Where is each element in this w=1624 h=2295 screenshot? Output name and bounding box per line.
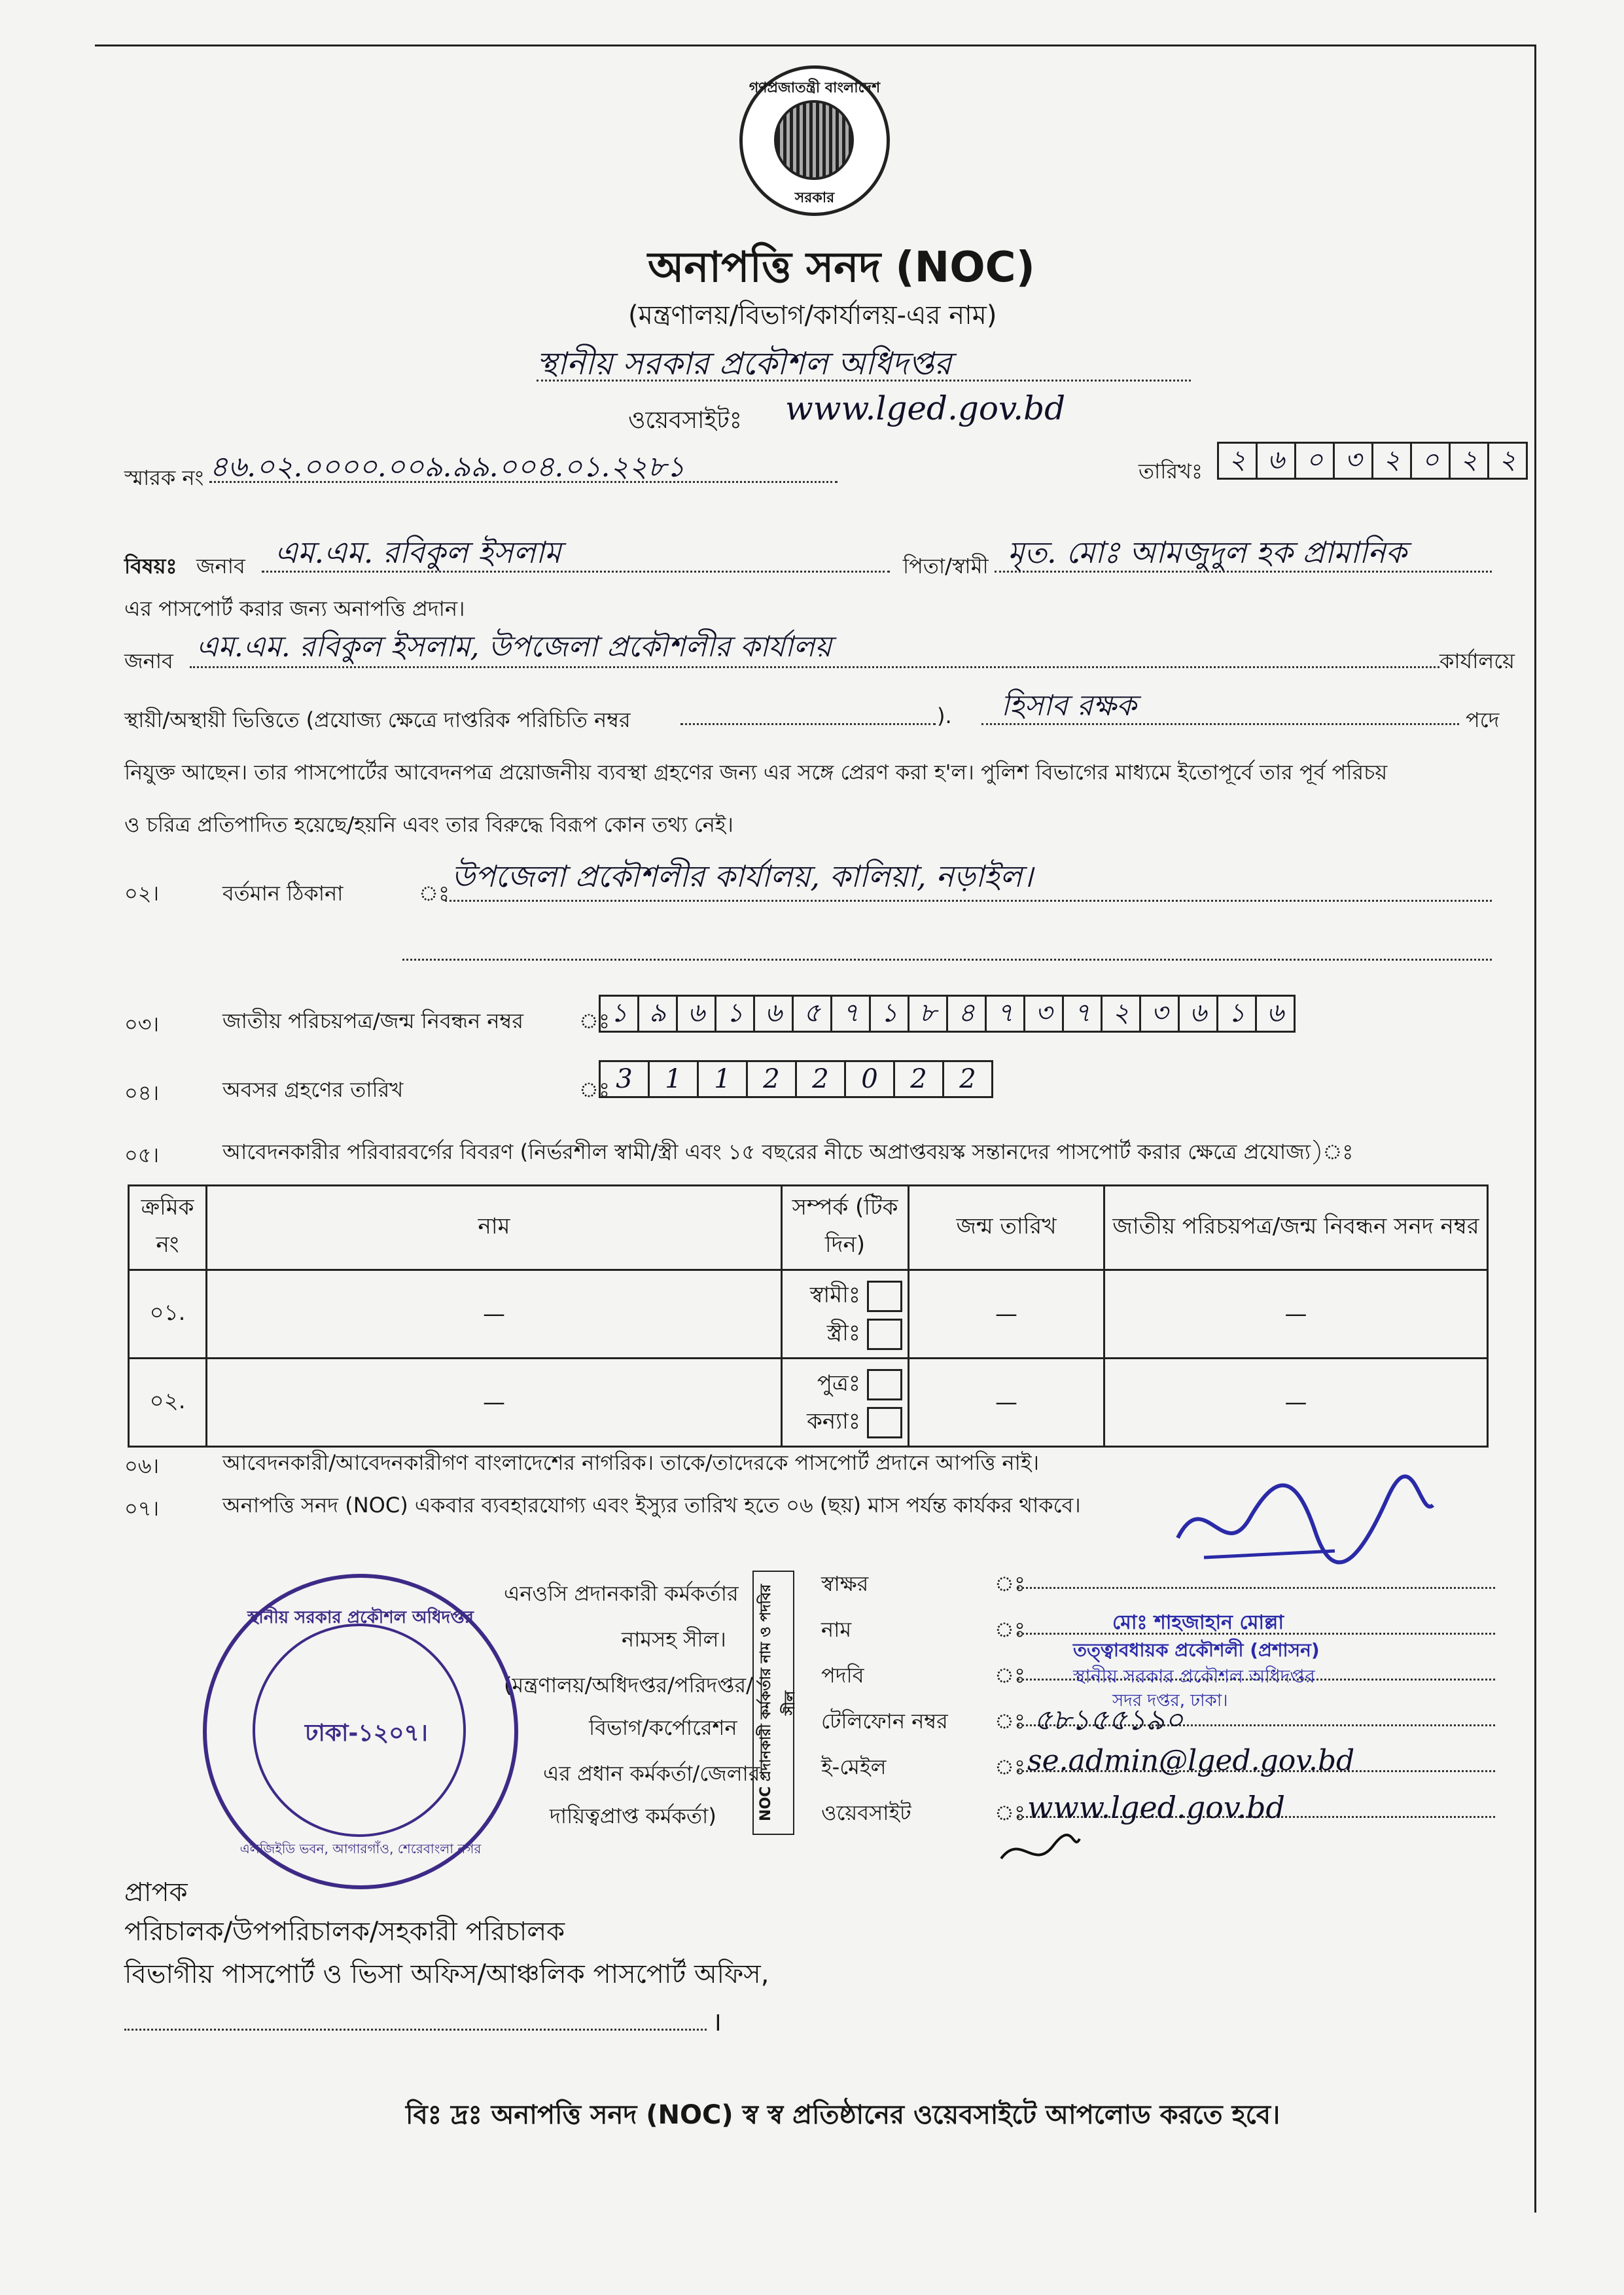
family-label: আবেদনকারীর পরিবারবর্গের বিবরণ (নির্ভরশীল স্বামী/স্ত্রী এবং ১৫ বছরের নীচে অপ্রাপ্তবয়স্ক সন্তানদের পাসপোর্ট করার ক্ষেত্রে প্রযোজ্য)ঃ bbox=[222, 1139, 1354, 1164]
subject-name-line bbox=[262, 571, 890, 573]
item-06-text: আবেদনকারী/আবেদনকারীগণ বাংলাদেশের নাগরিক। তাকে/তাদেরকে পাসপোর্ট প্রদানে আপত্তি নাই। bbox=[222, 1450, 1040, 1475]
item-04-number: ০৪। bbox=[124, 1080, 160, 1105]
nid-digit: ৫ bbox=[792, 995, 832, 1033]
retire-label: অবসর গ্রহণের তারিখ bbox=[222, 1077, 404, 1102]
relation-husband-checkbox[interactable] bbox=[867, 1281, 902, 1312]
initials-icon bbox=[995, 1826, 1086, 1878]
memo-line bbox=[209, 481, 838, 483]
signatory-line4: বিভাগ/কর্পোরেশন bbox=[589, 1715, 737, 1740]
nid-digit: ৭ bbox=[985, 995, 1025, 1033]
date-digit: ২ bbox=[1217, 442, 1258, 480]
colon: ঃ bbox=[995, 1663, 1026, 1688]
row-nid: — bbox=[1104, 1270, 1488, 1359]
table-row bbox=[129, 1359, 1488, 1447]
nid-digit: ৭ bbox=[1062, 995, 1103, 1033]
row-dob: — bbox=[909, 1359, 1104, 1447]
relation-husband-label: স্বামীঃ bbox=[809, 1282, 860, 1308]
website-handwritten: www.lged.gov.bd bbox=[1027, 1790, 1285, 1825]
nid-digit: ১ bbox=[1216, 995, 1257, 1033]
nid-digit: ৬ bbox=[1255, 995, 1296, 1033]
emblem-ring-bottom: সরকার bbox=[794, 190, 835, 206]
office-line bbox=[190, 666, 1439, 668]
body-para2: ও চরিত্র প্রতিপাদিত হয়েছে/হয়নি এবং তার বিরুদ্ধে বিরূপ কোন তথ্য নেই। bbox=[124, 812, 733, 837]
nid-digit: ৬ bbox=[753, 995, 794, 1033]
subject-name: এম.এম. রবিকুল ইসলাম bbox=[275, 535, 561, 570]
field-email-label: ই-মেইল bbox=[821, 1754, 887, 1779]
relation-daughter-label: কন্যাঃ bbox=[807, 1408, 860, 1434]
retire-digit: 1 bbox=[697, 1060, 748, 1098]
address-line1 bbox=[445, 900, 1492, 902]
item-06-number: ০৬। bbox=[124, 1453, 160, 1478]
address-value: উপজেলা প্রকৌশলীর কার্যালয়, কালিয়া, নড়াইল। bbox=[451, 859, 1033, 894]
signatory-line1: এনওসি প্রদানকারী কর্মকর্তার bbox=[504, 1581, 739, 1606]
noc-side-stamp: NOC প্রদানকারী কর্মকর্তার নাম ও পদবির সীল bbox=[752, 1571, 794, 1835]
nid-digit: ৬ bbox=[1178, 995, 1218, 1033]
document-title: অনাপত্তি সনদ (NOC) bbox=[648, 243, 1035, 292]
field-designation-label: পদবি bbox=[821, 1663, 864, 1688]
date-digit: ৩ bbox=[1333, 442, 1373, 480]
relation-son-checkbox[interactable] bbox=[867, 1369, 902, 1400]
nid-digit: ৬ bbox=[676, 995, 716, 1033]
item-02-number: ০২। bbox=[124, 881, 160, 906]
officer-designation: তত্ত্বাবধায়ক প্রকৌশলী (প্রশাসন) bbox=[1073, 1639, 1320, 1661]
recipient-line2: বিভাগীয় পাসপোর্ট ও ভিসা অফিস/আঞ্চলিক পাসপোর্ট অফিস, bbox=[124, 1959, 769, 1989]
memo-label: স্মারক নং bbox=[124, 465, 204, 490]
signatory-line3: (মন্ত্রণালয়/অধিদপ্তর/পরিদপ্তর/ bbox=[504, 1673, 753, 1698]
officer-office: স্থানীয় সরকার প্রকৌশল অধিদপ্তর bbox=[1073, 1665, 1315, 1687]
basis-dots bbox=[680, 723, 936, 725]
colon: ঃ bbox=[995, 1571, 1026, 1596]
signatory-line2: নামসহ সীল। bbox=[622, 1627, 726, 1652]
nid-digit: ১ bbox=[599, 995, 639, 1033]
basis-close: ). bbox=[937, 703, 952, 728]
nid-digit: ৩ bbox=[1023, 995, 1064, 1033]
row-name: — bbox=[207, 1359, 782, 1447]
field-phone-label: টেলিফোন নম্বর bbox=[821, 1709, 948, 1734]
nid-digit: ৭ bbox=[830, 995, 871, 1033]
row-dob: — bbox=[909, 1270, 1104, 1359]
col-serial: ক্রমিক নং bbox=[129, 1186, 207, 1270]
body-mr-label: জনাব bbox=[124, 649, 173, 673]
office-seal-icon bbox=[203, 1574, 518, 1889]
memo-number: ৪৬.০২.০০০০.০০৯.৯৯.০০৪.০১.২২৮১ bbox=[209, 450, 685, 484]
office-name: স্থানীয় সরকার প্রকৌশল অধিদপ্তর bbox=[537, 346, 952, 382]
date-digit: ২ bbox=[1487, 442, 1528, 480]
nid-label: জাতীয় পরিচয়পত্র/জন্ম নিবন্ধন নম্বর bbox=[222, 1008, 523, 1033]
footer-note: বিঃ দ্রঃ অনাপত্তি সনদ (NOC) স্ব স্ব প্রতিষ্ঠানের ওয়েবসাইটে আপলোড করতে হবে। bbox=[406, 2100, 1280, 2130]
nid-digit: ১ bbox=[715, 995, 755, 1033]
seal-bottom-text: এলজিইডি ভবন, আগারগাঁও, শেরেবাংলা নগর bbox=[239, 1841, 482, 1857]
designation-value: হিসাব রক্ষক bbox=[1001, 689, 1137, 722]
row-serial: ০২. bbox=[129, 1359, 207, 1447]
row-nid: — bbox=[1104, 1359, 1488, 1447]
retire-digit: 2 bbox=[893, 1060, 944, 1098]
basis-text: স্থায়ী/অস্থায়ী ভিত্তিতে (প্রযোজ্য ক্ষেত্রে দাপ্তরিক পরিচিতি নম্বর bbox=[124, 707, 631, 732]
relation-wife-checkbox[interactable] bbox=[867, 1319, 902, 1350]
office-name-line bbox=[537, 380, 1191, 382]
col-nid: জাতীয় পরিচয়পত্র/জন্ম নিবন্ধন সনদ নম্বর bbox=[1104, 1186, 1488, 1270]
family-table-header bbox=[129, 1186, 1488, 1270]
father-label: পিতা/স্বামী bbox=[903, 554, 989, 578]
phone-value: ৫৮১৫৫১৯০ bbox=[1034, 1703, 1184, 1737]
field-website-label: ওয়েবসাইট bbox=[821, 1800, 911, 1825]
retire-digit: 1 bbox=[648, 1060, 699, 1098]
recipient-label: প্রাপক bbox=[124, 1877, 188, 1908]
item-07-number: ০৭। bbox=[124, 1496, 160, 1521]
item-03-number: ০৩। bbox=[124, 1012, 160, 1037]
signatory-line6: দায়িত্বপ্রাপ্ত কর্মকর্তা) bbox=[550, 1804, 716, 1828]
post-suffix: পদে bbox=[1466, 707, 1500, 732]
nid-digit: ৩ bbox=[1139, 995, 1180, 1033]
date-digit: ২ bbox=[1449, 442, 1489, 480]
date-digit: ০ bbox=[1294, 442, 1335, 480]
row-relation bbox=[782, 1270, 909, 1359]
colon: ঃ bbox=[995, 1754, 1026, 1779]
subject-line2: এর পাসপোর্ট করার জন্য অনাপত্তি প্রদান। bbox=[124, 596, 465, 621]
emblem-center bbox=[774, 100, 854, 180]
subject-mr-label: জনাব bbox=[196, 554, 245, 578]
recipient-line3-dots bbox=[124, 2029, 707, 2031]
colon: ঃ bbox=[995, 1800, 1026, 1825]
signature-line bbox=[1017, 1587, 1495, 1589]
father-name: মৃত. মোঃ আমজুদুল হক প্রামানিক bbox=[1008, 535, 1407, 570]
subject-label: বিষয়ঃ bbox=[124, 554, 177, 578]
government-emblem-icon bbox=[739, 65, 890, 216]
relation-daughter-checkbox[interactable] bbox=[867, 1407, 902, 1438]
retire-boxes bbox=[599, 1060, 991, 1098]
nid-digit: ২ bbox=[1101, 995, 1141, 1033]
retire-digit: 3 bbox=[599, 1060, 650, 1098]
retire-digit: 2 bbox=[795, 1060, 846, 1098]
col-dob: জন্ম তারিখ bbox=[909, 1186, 1104, 1270]
nid-digit: ১ bbox=[869, 995, 909, 1033]
field-signature-label: স্বাক্ষর bbox=[821, 1571, 869, 1596]
seal-top-text: স্থানীয় সরকার প্রকৌশল অধিদপ্তর bbox=[247, 1608, 474, 1628]
nid-boxes bbox=[599, 995, 1294, 1033]
signatory-line5: এর প্রধান কর্মকর্তা/জেলার bbox=[543, 1761, 760, 1786]
date-digit: ২ bbox=[1371, 442, 1412, 480]
designation-line bbox=[981, 723, 1459, 725]
retire-colon: ঃ bbox=[579, 1077, 610, 1102]
emblem-ring-top: গণপ্রজাতন্ত্রী বাংলাদেশ bbox=[749, 80, 881, 96]
row-serial: ০১. bbox=[129, 1270, 207, 1359]
retire-digit: 2 bbox=[942, 1060, 993, 1098]
office-suffix: কার্যালয়ে bbox=[1439, 649, 1515, 673]
retire-digit: 0 bbox=[844, 1060, 895, 1098]
col-name: নাম bbox=[207, 1186, 782, 1270]
body-para1: নিযুক্ত আছেন। তার পাসপোর্টের আবেদনপত্র প্রয়োজনীয় ব্যবস্থা গ্রহণের জন্য এর সঙ্গে প্রেরণ করা হ'ল। পুলিশ বিভাগের মাধ্যমে ইতোপূর্বে তার পূর্ব পরিচয় bbox=[124, 760, 1388, 785]
relation-wife-label: স্ত্রীঃ bbox=[826, 1320, 860, 1346]
recipient-line3-end: । bbox=[712, 2007, 722, 2037]
date-label: তারিখঃ bbox=[1139, 459, 1203, 484]
website-value: www.lged.gov.bd bbox=[785, 389, 1066, 427]
colon: ঃ bbox=[995, 1709, 1026, 1734]
office-text: এম.এম. রবিকুল ইসলাম, উপজেলা প্রকৌশলীর কার্যালয় bbox=[196, 630, 832, 664]
nid-digit: ৯ bbox=[637, 995, 678, 1033]
officer-name: মোঃ শাহজাহান মোল্লা bbox=[1112, 1611, 1284, 1634]
recipient-line1: পরিচালক/উপপরিচালক/সহকারী পরিচালক bbox=[124, 1917, 565, 1947]
date-boxes bbox=[1217, 442, 1526, 480]
item-05-number: ০৫। bbox=[124, 1143, 160, 1167]
col-relation: সম্পর্ক (টিক দিন) bbox=[782, 1186, 909, 1270]
nid-colon: ঃ bbox=[579, 1008, 610, 1033]
father-name-line bbox=[995, 571, 1492, 573]
nid-digit: ৮ bbox=[908, 995, 948, 1033]
item-07-text: অনাপত্তি সনদ (NOC) একবার ব্যবহারযোগ্য এবং ইস্যুর তারিখ হতে ০৬ (ছয়) মাস পর্যন্ত কার্যকর থাকবে। bbox=[222, 1493, 1081, 1518]
signature-icon bbox=[1165, 1459, 1439, 1577]
address-label: বর্তমান ঠিকানা bbox=[222, 881, 344, 906]
colon: ঃ bbox=[995, 1617, 1026, 1642]
table-row bbox=[129, 1270, 1488, 1359]
family-table bbox=[128, 1184, 1489, 1448]
nid-digit: ৪ bbox=[946, 995, 987, 1033]
row-name: — bbox=[207, 1270, 782, 1359]
document-subtitle: (মন্ত্রণালয়/বিভাগ/কার্যালয়-এর নাম) bbox=[628, 300, 997, 330]
relation-son-label: পুত্রঃ bbox=[817, 1370, 860, 1397]
address-colon: ঃ bbox=[419, 881, 450, 906]
officer-office-place: সদর দপ্তর, ঢাকা। bbox=[1112, 1691, 1228, 1711]
field-name-label: নাম bbox=[821, 1617, 852, 1642]
date-digit: ০ bbox=[1410, 442, 1451, 480]
website-label: ওয়েবসাইটঃ bbox=[628, 407, 742, 434]
retire-digit: 2 bbox=[746, 1060, 797, 1098]
seal-center-text: ঢাকা-১২০৭। bbox=[305, 1720, 428, 1747]
email-value: se.admin@lged.gov.bd bbox=[1027, 1744, 1355, 1777]
date-digit: ৬ bbox=[1256, 442, 1296, 480]
address-line2 bbox=[402, 959, 1492, 961]
row-relation bbox=[782, 1359, 909, 1447]
